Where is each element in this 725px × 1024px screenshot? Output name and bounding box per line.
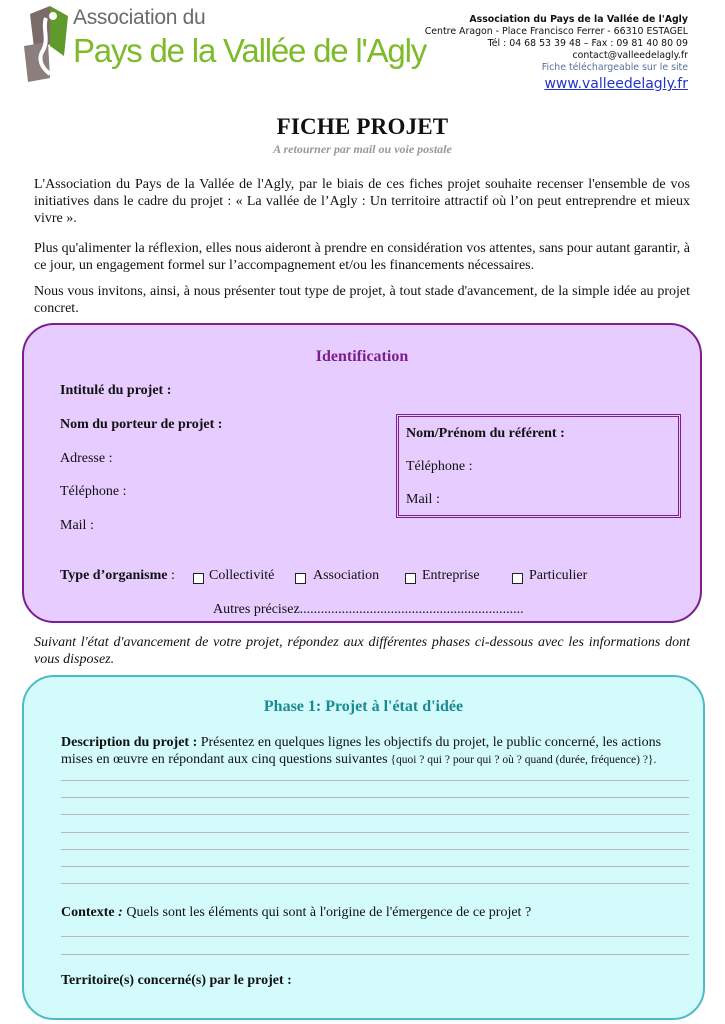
address-field[interactable]: Adresse : — [60, 451, 113, 466]
contact-block — [425, 14, 688, 93]
answer-line[interactable] — [61, 849, 689, 850]
referent-phone-field[interactable]: Téléphone : — [406, 459, 473, 474]
logo-text-line2: Pays de la Vallée de l'Agly — [73, 32, 427, 69]
description-questions: {quoi ? qui ? pour qui ? où ? quand (durée, fréquence) ?}. — [387, 754, 657, 766]
phase1-section — [22, 675, 705, 1020]
description-label: Description du projet : — [61, 735, 198, 750]
description-prompt — [61, 734, 691, 769]
other-specify-field[interactable]: Autres précisez................................................................ — [213, 602, 524, 617]
phase1-title: Phase 1: Projet à l'état d'idée — [263, 698, 464, 715]
mail-field[interactable]: Mail : — [60, 518, 94, 533]
referent-mail-field[interactable]: Mail : — [406, 492, 440, 507]
phase-instructions: Suivant l'état d'avancement de votre projet, répondez aux différentes phases ci-dessous avec les informations dont vous disposez. — [34, 635, 690, 667]
contact-phone: Tél : 04 68 53 39 48 – Fax : 09 81 40 80 09 — [487, 38, 688, 49]
context-text: Quels sont les éléments qui sont à l'origine de l'émergence de ce projet ? — [122, 905, 532, 920]
answer-line[interactable] — [61, 780, 689, 781]
contact-org: Association du Pays de la Vallée de l'Agly — [469, 14, 688, 25]
answer-line[interactable] — [61, 883, 689, 884]
association-logo — [20, 6, 427, 84]
intro-paragraph-2: Plus qu'alimenter la réflexion, elles nous aideront à prendre en considération vos attentes, sans pour autant garantir, à ce jour, un engagement formel sur l’accompagnement et/ou les financements nécessaires. — [34, 241, 690, 273]
territory-field[interactable]: Territoire(s) concerné(s) par le projet : — [61, 973, 292, 988]
referent-box — [396, 414, 681, 518]
org-type-label-colon: : — [167, 568, 175, 583]
context-label: Contexte — [61, 905, 115, 920]
context-colon: : — [114, 905, 123, 920]
page-title: FICHE PROJET — [276, 114, 449, 139]
phone-field[interactable]: Téléphone : — [60, 484, 127, 499]
website-link[interactable]: www.valleedelagly.fr — [544, 76, 688, 92]
answer-line[interactable] — [61, 832, 689, 833]
checkbox-particulier-label: Particulier — [529, 568, 588, 583]
logo-text-line1: Association du — [73, 6, 206, 29]
intro-paragraph-3: Nous vous invitons, ainsi, à nous présenter tout type de projet, à tout stade d'avancement, de la simple idée au projet concret. — [34, 284, 690, 316]
intro-paragraph-1: L'Association du Pays de la Vallée de l'Agly, par le biais de ces fiches projet souhaite recenser l'ensemble de vos initiatives dans le cadre du projet : « La vallée de l’Agly : Un territoire attractif où l’on peut entreprendre et mieux vivre ». — [34, 177, 690, 226]
description-text: Présentez en quelques lignes les objectifs du projet, le public concerné, les actions mises en œuvre en répondant aux cinq questions suivantes — [61, 735, 662, 767]
identification-title: Identification — [315, 348, 409, 365]
page-subtitle: A retourner par mail ou voie postale — [273, 142, 452, 156]
checkbox-collectivite[interactable] — [193, 573, 204, 584]
answer-line[interactable] — [61, 797, 689, 798]
checkbox-collectivite-label: Collectivité — [209, 568, 275, 583]
contact-address: Centre Aragon - Place Francisco Ferrer - 66310 ESTAGEL — [424, 26, 688, 37]
org-type-label-text: Type d’organisme — [60, 568, 168, 583]
answer-line[interactable] — [61, 936, 689, 937]
answer-line[interactable] — [61, 814, 689, 815]
identification-section — [22, 323, 702, 623]
checkbox-entreprise-label: Entreprise — [422, 568, 480, 583]
org-type-label — [60, 568, 175, 584]
contact-email[interactable]: contact@valleedelagly.fr — [572, 50, 688, 61]
checkbox-entreprise[interactable] — [405, 573, 416, 584]
checkbox-association[interactable] — [295, 573, 306, 584]
project-holder-field[interactable]: Nom du porteur de projet : — [60, 417, 223, 432]
checkbox-association-label: Association — [313, 568, 380, 583]
download-note: Fiche téléchargeable sur le site — [541, 62, 688, 73]
checkbox-particulier[interactable] — [512, 573, 523, 584]
context-prompt — [61, 905, 531, 921]
answer-line[interactable] — [61, 866, 689, 867]
project-title-field[interactable]: Intitulé du projet : — [60, 383, 172, 398]
logo-emblem-icon — [20, 6, 70, 82]
answer-line[interactable] — [61, 954, 689, 955]
referent-name-field[interactable]: Nom/Prénom du référent : — [406, 426, 565, 441]
